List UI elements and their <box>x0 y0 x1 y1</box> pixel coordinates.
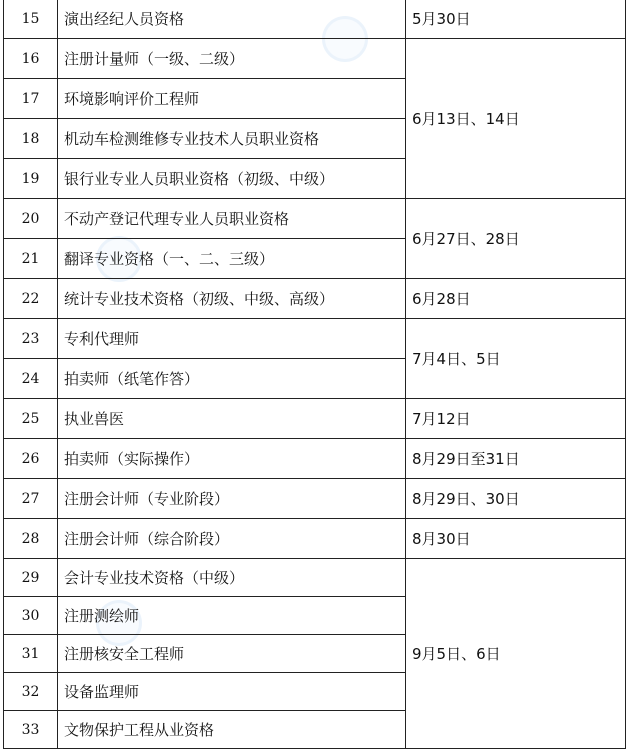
row-number: 27 <box>4 479 58 519</box>
exam-name: 注册计量师（一级、二级） <box>58 39 406 79</box>
exam-date: 5月30日 <box>406 0 626 39</box>
table-row <box>4 279 626 319</box>
exam-date: 6月27日、28日 <box>406 199 626 279</box>
row-number: 21 <box>4 239 58 279</box>
exam-date: 9月5日、6日 <box>406 559 626 749</box>
table-row <box>4 399 626 439</box>
exam-name: 翻译专业资格（一、二、三级） <box>58 239 406 279</box>
table-row <box>4 0 626 39</box>
row-number: 18 <box>4 119 58 159</box>
exam-date: 8月30日 <box>406 519 626 559</box>
row-number: 15 <box>4 0 58 39</box>
exam-date: 8月29日至31日 <box>406 439 626 479</box>
table-row <box>4 559 626 597</box>
exam-name: 专利代理师 <box>58 319 406 359</box>
exam-name: 环境影响评价工程师 <box>58 79 406 119</box>
exam-name: 注册核安全工程师 <box>58 635 406 673</box>
exam-name: 演出经纪人员资格 <box>58 0 406 39</box>
exam-name: 设备监理师 <box>58 673 406 711</box>
row-number: 25 <box>4 399 58 439</box>
exam-name: 注册会计师（专业阶段） <box>58 479 406 519</box>
table-row <box>4 439 626 479</box>
exam-name: 统计专业技术资格（初级、中级、高级） <box>58 279 406 319</box>
exam-name: 拍卖师（实际操作） <box>58 439 406 479</box>
exam-name: 不动产登记代理专业人员职业资格 <box>58 199 406 239</box>
exam-date: 6月13日、14日 <box>406 39 626 199</box>
table-row <box>4 39 626 79</box>
row-number: 17 <box>4 79 58 119</box>
exam-name: 注册会计师（综合阶段） <box>58 519 406 559</box>
exam-schedule-table <box>3 0 626 749</box>
exam-name: 注册测绘师 <box>58 597 406 635</box>
row-number: 20 <box>4 199 58 239</box>
exam-name: 执业兽医 <box>58 399 406 439</box>
exam-date: 7月12日 <box>406 399 626 439</box>
row-number: 22 <box>4 279 58 319</box>
row-number: 30 <box>4 597 58 635</box>
table-row <box>4 319 626 359</box>
exam-name: 机动车检测维修专业技术人员职业资格 <box>58 119 406 159</box>
row-number: 16 <box>4 39 58 79</box>
exam-name: 会计专业技术资格（中级） <box>58 559 406 597</box>
row-number: 23 <box>4 319 58 359</box>
exam-name: 拍卖师（纸笔作答） <box>58 359 406 399</box>
table-row <box>4 479 626 519</box>
exam-name: 文物保护工程从业资格 <box>58 711 406 749</box>
row-number: 31 <box>4 635 58 673</box>
exam-date: 7月4日、5日 <box>406 319 626 399</box>
row-number: 26 <box>4 439 58 479</box>
row-number: 24 <box>4 359 58 399</box>
table-row <box>4 519 626 559</box>
table-row <box>4 199 626 239</box>
row-number: 28 <box>4 519 58 559</box>
row-number: 33 <box>4 711 58 749</box>
row-number: 32 <box>4 673 58 711</box>
exam-name: 银行业专业人员职业资格（初级、中级） <box>58 159 406 199</box>
exam-date: 6月28日 <box>406 279 626 319</box>
row-number: 29 <box>4 559 58 597</box>
row-number: 19 <box>4 159 58 199</box>
exam-date: 8月29日、30日 <box>406 479 626 519</box>
